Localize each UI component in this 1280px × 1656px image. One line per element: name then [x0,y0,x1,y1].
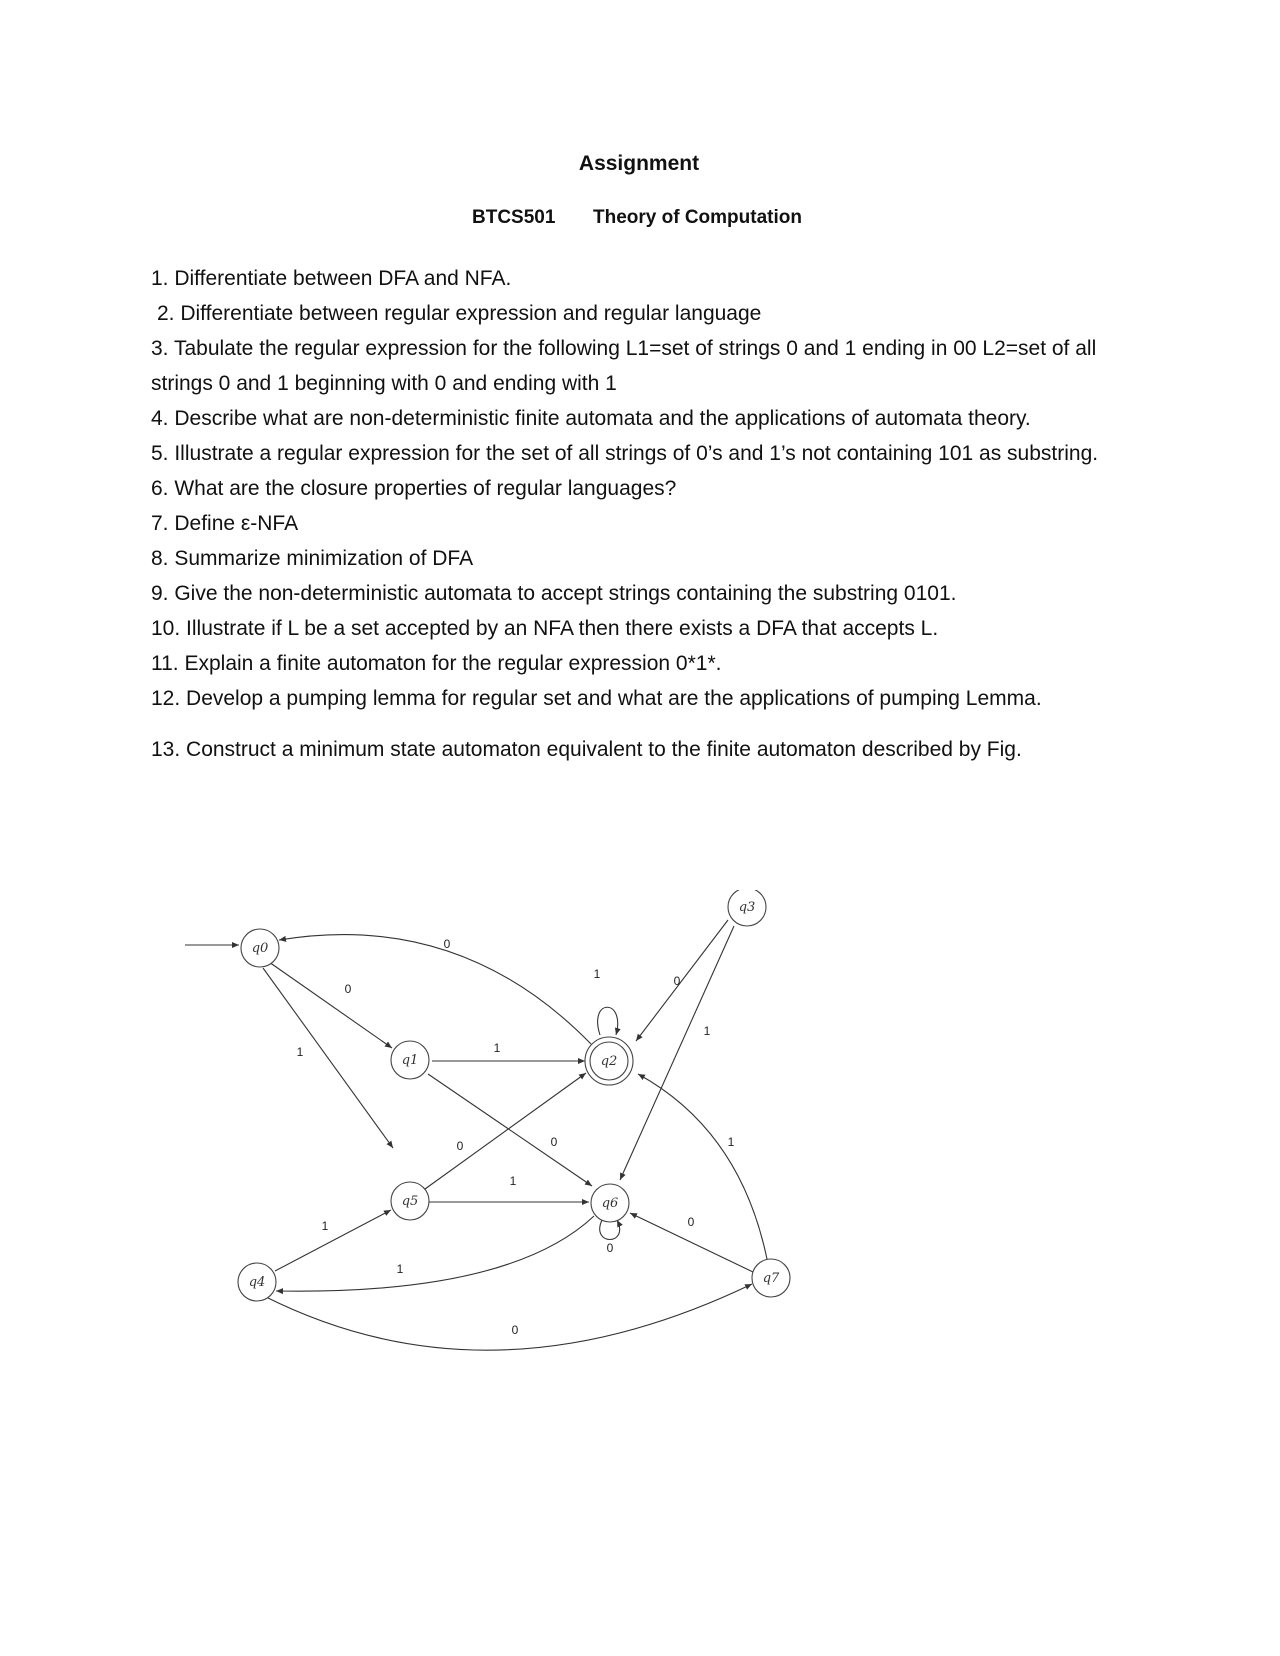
label-q0-q1: 0 [344,982,352,996]
question-5: 5. Illustrate a regular expression for the set of all strings of 0’s and 1’s not containing 101 as substring. [151,442,1099,465]
edge-q2-q0 [279,935,591,1044]
question-7: 7. Define ε-NFA [151,512,299,535]
label-q0-q5: 1 [296,1045,304,1059]
label-q1-q6: 0 [550,1135,558,1149]
label-q2-q0: 0 [443,937,451,951]
course-code: BTCS501 [472,207,556,228]
state-label-q3: q3 [738,900,756,915]
question-4: 4. Describe what are non-deterministic finite automata and the applications of automata theory. [151,407,1031,430]
label-q1-q2: 1 [493,1041,501,1055]
label-q2-q2: 1 [593,967,601,981]
question-3: 3. Tabulate the regular expression for the following L1=set of strings 0 and 1 ending in 00 L2=set of all strings 0 and 1 beginning with 0 and ending with 1 [151,337,1097,395]
question-2: 2. Differentiate between regular expression and regular language [157,302,762,325]
label-q5-q2: 0 [456,1139,464,1153]
edge-q4-q7 [264,1284,752,1350]
question-11: 11. Explain a finite automaton for the regular expression 0*1*. [151,652,722,675]
page-title [0,152,1280,176]
label-q4-q5: 1 [321,1219,329,1233]
question-13: 13. Construct a minimum state automaton equivalent to the finite automaton described by Fig. [151,738,1022,761]
edge-q7-q2 [638,1074,767,1259]
state-label-q4: q4 [248,1275,266,1290]
title-text: Assignment [578,152,700,175]
label-q6-q6: 0 [606,1241,614,1255]
question-9: 9. Give the non-deterministic automata to accept strings containing the substring 0101. [151,582,957,605]
label-q5-q6: 1 [509,1174,517,1188]
label-q4-q7: 0 [511,1323,519,1337]
state-label-q7: q7 [762,1271,780,1286]
edge-q5-q2 [425,1073,586,1189]
question-12: 12. Develop a pumping lemma for regular set and what are the applications of pumping Lemma. [151,687,1042,710]
state-label-q2: q2 [600,1054,618,1069]
state-label-q0: q0 [251,941,269,956]
question-1: 1. Differentiate between DFA and NFA. [151,267,512,290]
label-q7-q2: 1 [727,1135,735,1149]
question-10: 10. Illustrate if L be a set accepted by an NFA then there exists a DFA that accepts L. [151,617,939,640]
edge-q0-q5 [263,968,393,1148]
question-6: 6. What are the closure properties of regular languages? [151,477,677,500]
automaton-diagram [160,890,940,1390]
edge-q0-q1 [269,962,392,1048]
state-label-q6: q6 [601,1196,619,1211]
automaton-figure [160,890,940,1390]
question-list [151,261,1141,767]
state-label-q1: q1 [401,1053,419,1068]
state-label-q5: q5 [401,1194,419,1209]
label-q7-q6: 0 [687,1215,695,1229]
label-q6-q4: 1 [396,1262,404,1276]
edge-q2-loop [598,1007,618,1035]
course-name: Theory of Computation [593,207,802,228]
edge-q4-q5 [275,1210,391,1271]
edge-q3-q2 [636,920,728,1041]
edge-q6-loop [600,1220,620,1240]
label-q3-q2: 0 [673,974,681,988]
question-8: 8. Summarize minimization of DFA [151,547,474,570]
label-q3-q6: 1 [703,1024,711,1038]
